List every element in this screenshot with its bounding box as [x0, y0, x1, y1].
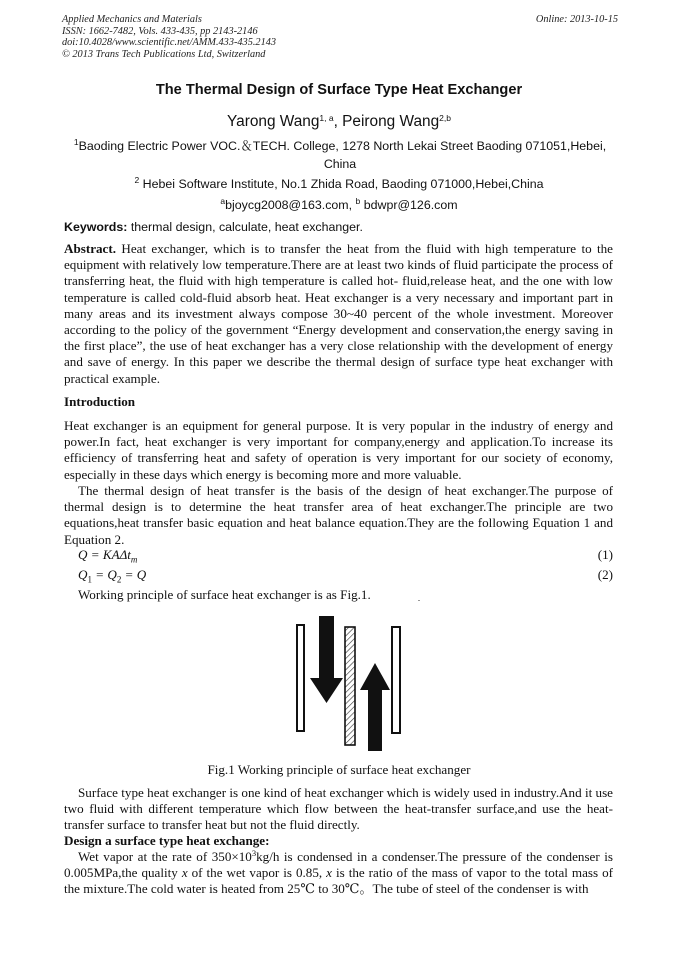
eq2-s2: 2 — [116, 574, 122, 585]
equation-1: Q = KAΔt$_m$ (1) — [78, 547, 613, 565]
email-sup: a — [220, 196, 226, 206]
stray-mark — [418, 600, 420, 601]
copyright: © 2013 Trans Tech Publications Ltd, Switzerland — [62, 48, 266, 60]
design-variable: x — [181, 865, 188, 881]
design-exponent: 3 — [251, 848, 257, 858]
affiliation-text: Baoding Electric Power VOC.＆TECH. College, 1278 North Lekai Street Baoding 071051,Hebei, China — [78, 139, 607, 171]
email-link[interactable]: bdwpr@126.com — [363, 198, 458, 212]
keywords — [64, 220, 363, 234]
paper-title: The Thermal Design of Surface Type Heat Exchanger — [155, 82, 523, 98]
author-name: Peirong Wang — [342, 113, 440, 130]
author-sup: 1, a — [319, 113, 334, 123]
affiliation-text: Hebei Software Institute, No.1 Zhida Road, Baoding 071000,Hebei,China — [142, 177, 544, 191]
section-heading-design: Design a surface type heat exchange: — [64, 833, 270, 848]
keywords-text: thermal design, calculate, heat exchanger. — [130, 220, 363, 234]
left-heat-transfer-wall — [297, 625, 304, 731]
email-link[interactable]: bjoycg2008@163.com, — [225, 198, 353, 212]
intro-paragraph-2: The thermal design of heat transfer is the basis of the design of heat exchanger.The purpose of thermal design is to determine the heat transfer area of heat exchanger.The principle are two equations,heat transfer basic equation and heat balance equation.They are the following Equation 1 and Equation 2. — [64, 483, 613, 547]
section-heading-introduction: Introduction — [64, 394, 136, 409]
equation-2: $Q_1 = Q_2 = Q$ (2) — [78, 567, 613, 585]
design-paragraph — [64, 849, 613, 898]
cold-fluid-up-arrow-icon — [360, 663, 390, 751]
hot-fluid-down-arrow-icon — [310, 616, 343, 703]
keywords-label: Keywords: — [64, 220, 128, 234]
figure-caption: Fig.1 Working principle of surface heat exchanger — [207, 762, 471, 777]
working-principle-line: Working principle of surface heat exchanger is as Fig.1. — [78, 587, 371, 602]
doi[interactable]: doi:10.4028/www.scientific.net/AMM.433-435.2143 — [62, 37, 277, 49]
email-sup: b — [355, 196, 361, 206]
eq2-q3: Q — [136, 567, 147, 582]
eq1-sub: m — [130, 554, 138, 565]
eq2-s1: 1 — [87, 574, 92, 585]
issn: ISSN: 1662-7482, Vols. 433-435, pp 2143-2146 — [62, 25, 258, 37]
equation-number: (2) — [597, 567, 613, 582]
affiliation-sup: 1 — [73, 137, 79, 147]
equation-number: (1) — [597, 547, 613, 562]
affiliation-1 — [64, 138, 616, 173]
design-text: of the wet vapor is 0.85, — [187, 865, 327, 881]
abstract-label: Abstract. — [64, 241, 116, 256]
hatched-surface-wall — [345, 627, 355, 745]
author-list: Yarong Wang$^{1, a}$, Peirong Wang$^{2,b}$ — [227, 113, 451, 130]
journal-name: Applied Mechanics and Materials — [62, 14, 202, 25]
eq2-q1: Q — [78, 567, 88, 582]
surface-type-paragraph: Surface type heat exchanger is one kind of heat exchanger which is widely used in industry.And it use two fluid with different temperature which flow between the heat-transfer surface,and use the heat-transfer surface to transfer heat but not the fluid directly. — [64, 785, 613, 833]
abstract — [64, 241, 613, 387]
figure-1-diagram — [288, 614, 412, 752]
email-line — [0, 198, 678, 212]
right-heat-transfer-wall — [392, 627, 400, 733]
design-text: Wet vapor at the rate of 350×10 — [78, 849, 252, 864]
online-date: Online: 2013-10-15 — [535, 14, 618, 25]
intro-paragraph-1: Heat exchanger is an equipment for general purpose. It is very popular in the industry of energy and power.In fact, heat exchanger is very important for company,energy and application.To increase its efficiency of transferring heat and safety of operation is very important for our society of economy, especially in these days which energy is becoming more and more valuable. — [64, 418, 613, 482]
abstract-text: Heat exchanger, which is to transfer the heat from the fluid with high temperature to the equipment with relatively low temperature.There are at least two kinds of fluid participate the process of transferring heat, the fluid with high temperature is called hot- fluid,release heat, and the one with low temperature is called cold-fluid absorb heat. Heat exchanger is a very necessary and important part in many areas and its investment always compose 30~40 percent of the whole investment. Moreover according to the policy of the government “Energy development and conservation,the energy saving in the first place”, the use of heat exchanger has a very close relationship with the development of energy and save of energy. In this paper we describe the thermal design of surface type heat exchanger with practical example. — [64, 241, 613, 386]
design-text: is the ratio of the mass of vapor to the total mass of the mixture.The cold water is heated from 25℃ to 30℃。The tube of steel of the condenser is with — [64, 865, 613, 897]
author-name: Yarong Wang — [227, 113, 320, 130]
affiliation-sup: 2 — [134, 175, 140, 185]
eq1-rhs: KAΔt — [102, 547, 131, 562]
design-text: kg/h is condensed in a condenser.The pressure of the condenser is 0.005MPa,the quality — [64, 849, 613, 881]
eq2-q2: Q — [107, 567, 117, 582]
affiliation-2 — [0, 177, 678, 191]
design-variable: x — [326, 865, 332, 881]
eq1-lhs: Q — [78, 547, 88, 562]
journal-header — [62, 14, 618, 60]
author-sup: 2,b — [439, 113, 451, 123]
